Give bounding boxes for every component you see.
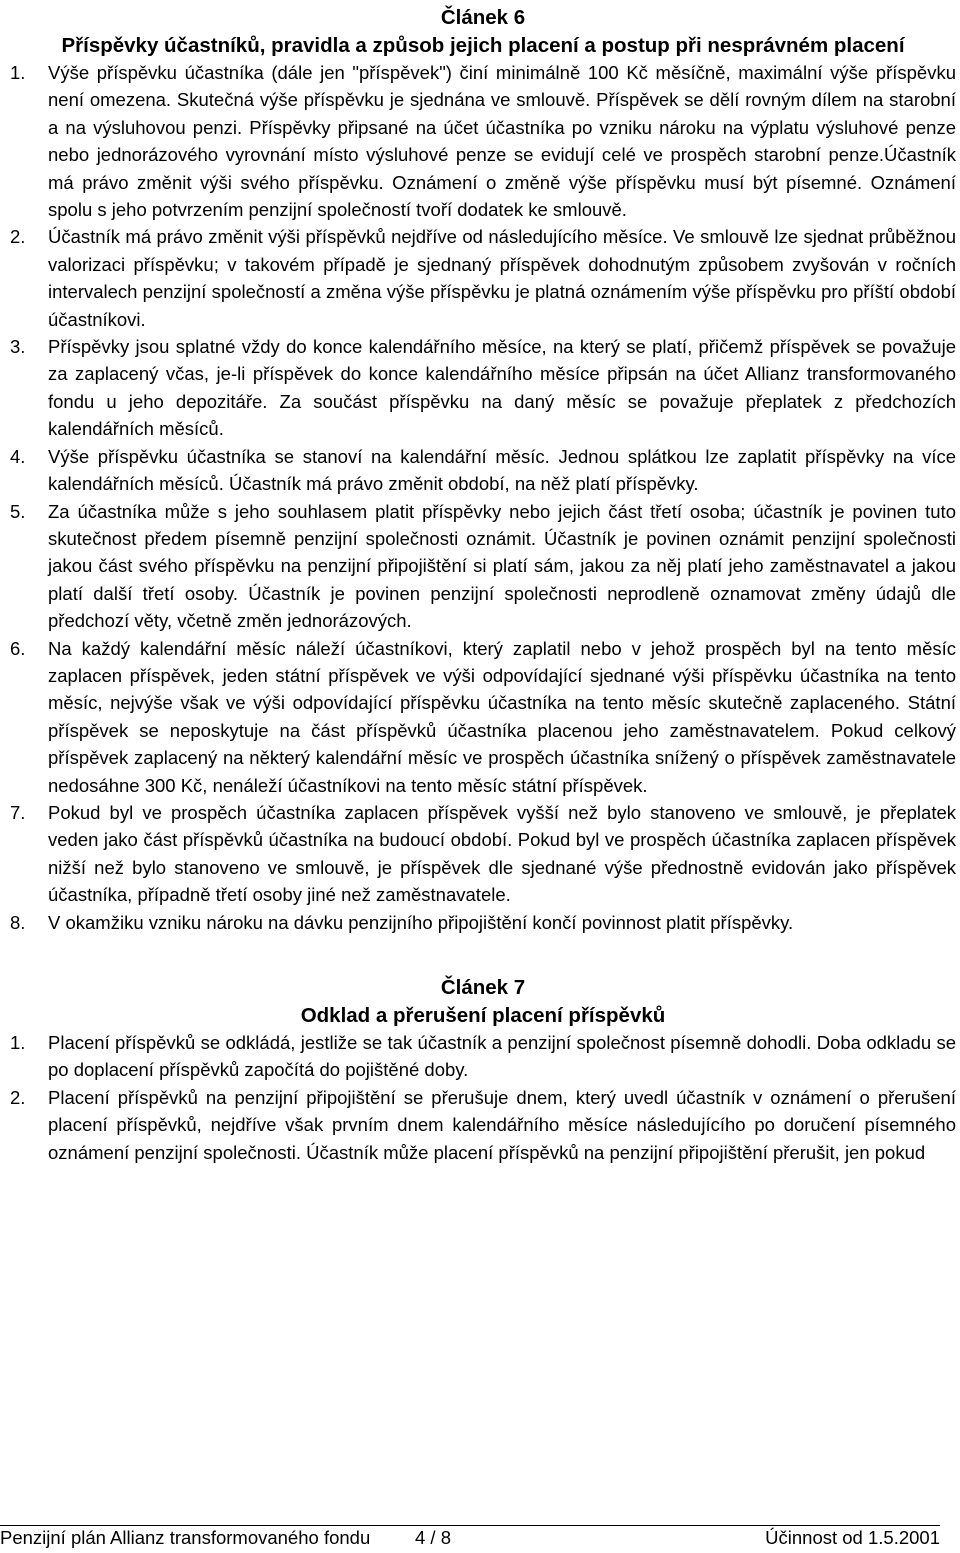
item-text: Placení příspěvků na penzijní připojištění se přerušuje dnem, který uvedl účastník v oznámení o přerušení placení příspěvků, nejdříve však prvním dnem kalendářního měsíce následujícího po doručení písemného oznámení penzijní společnosti. Účastník může placení příspěvků na penzijní připojištění přerušit, jen pokud [48,1086,956,1163]
footer-document-name: Penzijní plán Allianz transformovaného fondu [0,1527,371,1548]
article-7-subtitle: Odklad a přerušení placení příspěvků [300,1003,666,1027]
item-number: 7. [10,801,26,823]
article-7-list [10,1029,956,1166]
article-7-title: Článek 7 [440,976,526,999]
item-number: 1. [10,62,26,83]
item-number: 2. [10,226,26,248]
footer-effective-date: Účinnost od 1.5.2001 [765,1527,940,1548]
item-number: 2. [10,1086,26,1108]
item-text: Příspěvky jsou splatné vždy do konce kalendářního měsíce, na který se platí, přičemž příspěvek se považuje za zaplacený včas, je-li příspěvek do konce kalendářního měsíce připsán na účet Allianz transformovaného fondu u jeho depozitáře. Za součást příspěvku na daný měsíc se považuje přeplatek z předchozích kalendářních měsíců. [48,336,956,440]
document-page [10,0,956,1166]
item-text: Výše příspěvku účastníka (dále jen "příspěvek") činí minimálně 100 Kč měsíčně, maximální výše příspěvku není omezena. Skutečná výše příspěvku je sjednána ve smlouvě. Příspěvek se dělí rovným dílem na starobní a na výsluhovou penzi. Příspěvky připsané na účet účastníka po vzniku nároku na výplatu výsluhové penze nebo jednorázového vyrovnání místo výsluhové penze se evidují celé ve prospěch starobní penze.Účastník má právo změnit výši svého příspěvku. Oznámení o změně výše příspěvku musí být písemné. Oznámení spolu s jeho potvrzením penzijní společností tvoří dodatek ke smlouvě. [48,62,956,221]
item-text: Pokud byl ve prospěch účastníka zaplacen příspěvek vyšší než bylo stanoveno ve smlouvě, je přeplatek veden jako část příspěvků účastníka na budoucí období. Pokud byl ve prospěch účastníka zaplacen příspěvek nižší než bylo stanoveno ve smlouvě, je příspěvek dle sjednané výše přednostně evidován jako příspěvek účastníka, případně třetí osoby jiné než zaměstnavatele. [48,801,956,906]
item-number: 8. [10,911,26,933]
list-item [10,1084,956,1166]
list-item [10,1029,956,1084]
article-7-heading [10,974,956,1029]
item-text: Na každý kalendářní měsíc náleží účastníkovi, který zaplatil nebo v jehož prospěch byl na tento měsíc zaplacen příspěvek, jeden státní příspěvek ve výši odpovídající sjednané výši příspěvku účastníka na tento měsíc, nejvýše však ve výši odpovídající příspěvku účastníka na tento měsíc skutečně zaplaceného. Státní příspěvek se neposkytuje na část příspěvků účastníka placenou jeho zaměstnavatelem. Pokud celkový příspěvek zaplacený na některý kalendářní měsíc ve prospěch účastníka snížený o příspěvek zaměstnavatele nedosáhne 300 Kč, nenáleží účastníkovi na tento měsíc státní příspěvek. [48,637,956,796]
item-text: Výše příspěvku účastníka se stanoví na kalendářní měsíc. Jednou splátkou lze zaplatit příspěvky na více kalendářních měsíců. Účastník má právo změnit období, na něž platí příspěvky. [48,445,956,495]
article-6-title: Článek 6 [440,6,526,29]
list-item [10,635,956,799]
item-number: 3. [10,336,26,358]
list-item [10,443,956,498]
list-item [10,333,956,443]
article-6-subtitle: Příspěvky účastníků, pravidla a způsob jejich placení a postup při nesprávném placení [61,33,905,57]
item-text: V okamžiku vzniku nároku na dávku penzijního připojištění končí povinnost platit příspěvky. [48,911,794,933]
article-6-list [10,59,956,936]
list-item [10,59,956,223]
item-number: 1. [10,1032,26,1053]
item-number: 6. [10,637,26,659]
list-item [10,799,956,909]
footer-divider [0,1525,940,1526]
list-item [10,498,956,635]
article-6-heading [10,4,956,59]
item-number: 4. [10,445,26,467]
item-text: Za účastníka může s jeho souhlasem platit příspěvky nebo jejich část třetí osoba; účastník je povinen tuto skutečnost předem písemně penzijní společnosti oznámit. Účastník je povinen oznámit penzijní společnosti jakou část svého příspěvku na penzijní připojištění si platí sám, jakou za něj platí jeho zaměstnavatel a jakou platí další třetí osoby. Účastník je povinen penzijní společnosti neprodleně oznamovat změny údajů dle předchozí věty, včetně změn jednorázových. [48,500,956,632]
list-item [10,223,956,333]
list-item [10,909,956,936]
item-text: Placení příspěvků se odkládá, jestliže se tak účastník a penzijní společnost písemně dohodli. Doba odkladu se po doplacení příspěvků započítá do pojištěné doby. [48,1032,956,1081]
item-text: Účastník má právo změnit výši příspěvků nejdříve od následujícího měsíce. Ve smlouvě lze sjednat průběžnou valorizaci příspěvku; v takovém případě je sjednaný příspěvek dohodnutým způsobem zvyšován v ročních intervalech penzijní společností a změna výše příspěvku je platná oznámením výše příspěvku pro příští období účastníkovi. [48,226,956,330]
page-number: 4 / 8 [415,1527,451,1548]
item-number: 5. [10,500,26,522]
